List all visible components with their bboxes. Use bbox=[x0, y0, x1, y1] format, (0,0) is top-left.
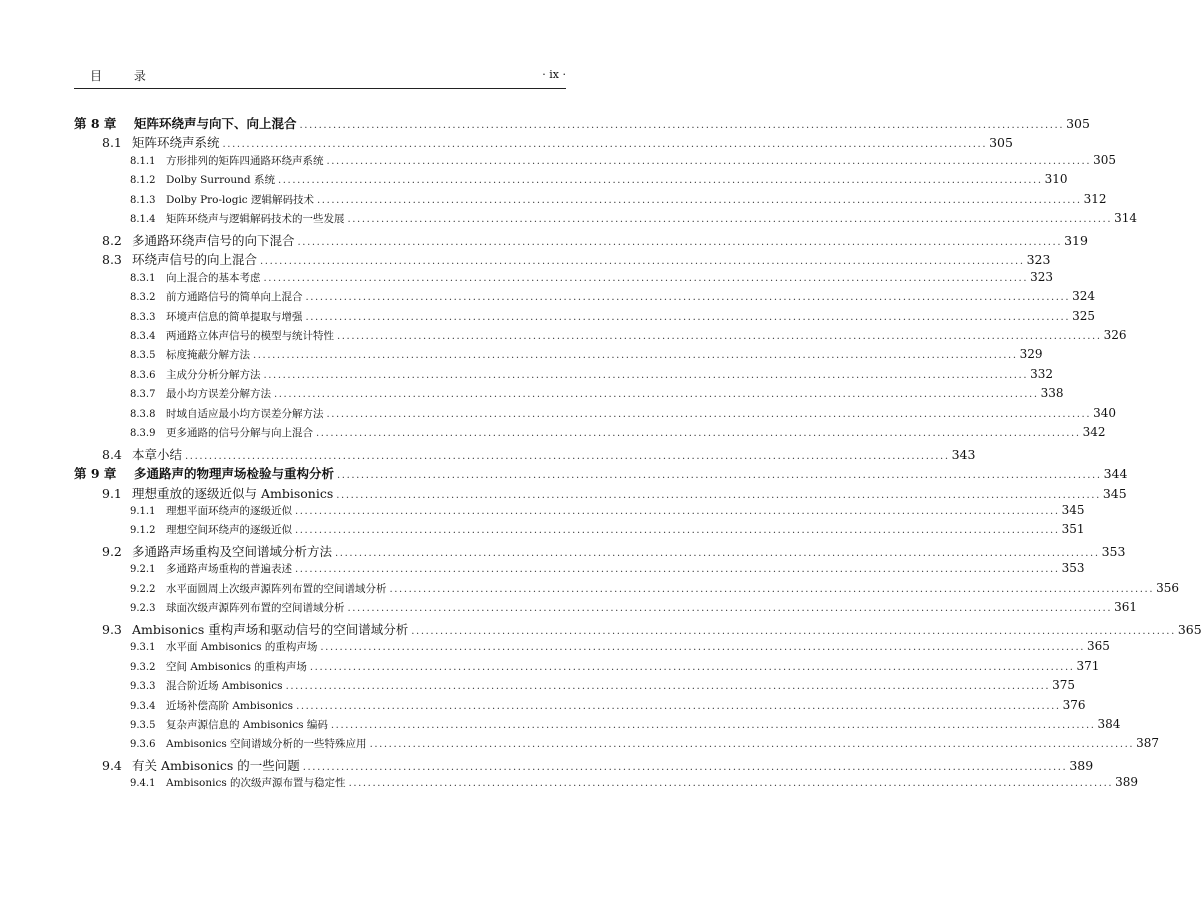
toc-entry-subsection bbox=[130, 716, 1121, 732]
toc-entry-number: 8.3.1 bbox=[130, 272, 156, 284]
toc-entry-subsection bbox=[130, 289, 1095, 304]
toc-entry-page: 389 bbox=[1115, 775, 1139, 790]
toc-entry-title: Ambisonics 的次级声源布置与稳定性 bbox=[166, 777, 346, 790]
toc-entry-title: 环境声信息的简单提取与增强 bbox=[166, 310, 303, 323]
toc-entry-title: 矩阵环绕声与向下、向上混合 bbox=[134, 116, 297, 131]
dot-leader: ................................................................................................................................................................ bbox=[295, 525, 1060, 537]
toc-entry-page: 329 bbox=[1019, 347, 1043, 362]
toc-entry-title: 理想平面环绕声的逐级近似 bbox=[166, 505, 292, 517]
toc-entry-page: 365 bbox=[1177, 621, 1202, 637]
toc-entry-number: 8.4 bbox=[102, 446, 122, 462]
toc-entry-number: 8.3.4 bbox=[130, 330, 156, 342]
dot-leader: ................................................................................................................................................................ bbox=[302, 761, 1068, 773]
dot-leader: ................................................................................................................................................................ bbox=[316, 428, 1081, 440]
dot-leader: ................................................................................................................................................................ bbox=[278, 175, 1043, 187]
toc-entry-page: 319 bbox=[1064, 232, 1088, 248]
toc-entry-page: 312 bbox=[1083, 191, 1107, 206]
toc-entry-number: 9.1.2 bbox=[130, 525, 156, 537]
toc-entry-number: 8.3.3 bbox=[130, 311, 156, 323]
dot-leader: ................................................................................................................................................................ bbox=[309, 661, 1075, 673]
header-title: 目 录 bbox=[90, 69, 160, 83]
toc-entry-number: 9.3.5 bbox=[130, 719, 156, 731]
toc-entry-number: 9.1 bbox=[102, 485, 122, 501]
toc-entry-page: 371 bbox=[1076, 658, 1100, 673]
toc-entry-title: 空间 Ambisonics 的重构声场 bbox=[166, 660, 307, 673]
dot-leader: ................................................................................................................................................................ bbox=[347, 214, 1113, 226]
toc-entry-page: 338 bbox=[1040, 386, 1064, 401]
toc-entry-page: 345 bbox=[1061, 503, 1085, 517]
dot-leader: ................................................................................................................................................................ bbox=[348, 778, 1114, 790]
toc-entry-title: 理想空间环绕声的逐级近似 bbox=[166, 524, 292, 537]
toc-entry-title: 本章小结 bbox=[132, 446, 183, 462]
toc-entry-subsection bbox=[130, 736, 1160, 751]
toc-entry-page: 324 bbox=[1072, 289, 1095, 304]
toc-entry-title: 水平面圆周上次级声源阵列布置的空间谱域分析 bbox=[166, 582, 387, 595]
dot-leader: ................................................................................................................................................................ bbox=[299, 120, 1065, 131]
toc-entry-section bbox=[102, 231, 1088, 249]
toc-entry-number: 9.1.1 bbox=[130, 506, 156, 517]
toc-entry-number: 8.1.4 bbox=[130, 214, 156, 226]
dot-leader: ................................................................................................................................................................ bbox=[260, 256, 1025, 268]
toc-entry-page: 310 bbox=[1044, 172, 1068, 187]
toc-entry-number: 8.3.7 bbox=[130, 389, 156, 401]
dot-leader: ................................................................................................................................................................ bbox=[320, 642, 1085, 654]
toc-entry-title: 环绕声信号的向上混合 bbox=[132, 252, 258, 268]
toc-entry-title: 理想重放的逐级近似与 Ambisonics bbox=[132, 485, 334, 501]
toc-entry-title: 向上混合的基本考虑 bbox=[166, 271, 261, 284]
toc-entry-page: 305 bbox=[1093, 152, 1116, 167]
toc-entry-title: Ambisonics 重构声场和驱动信号的空间谱域分析 bbox=[132, 621, 409, 637]
toc-entry-subsection bbox=[130, 347, 1043, 362]
toc-entry-page: 340 bbox=[1093, 405, 1116, 420]
toc-entry-subsection bbox=[130, 503, 1085, 518]
toc-entry-number: 9.3.1 bbox=[130, 642, 156, 654]
dot-leader: ................................................................................................................................................................ bbox=[185, 450, 950, 462]
toc-entry-title: 更多通路的信号分解与向上混合 bbox=[166, 427, 313, 440]
toc-entry-page: 314 bbox=[1114, 211, 1137, 226]
toc-entry-title: 两通路立体声信号的模型与统计特性 bbox=[166, 329, 334, 342]
toc-entry-number: 8.1.1 bbox=[130, 155, 156, 167]
toc-entry-page: 384 bbox=[1097, 716, 1121, 731]
toc-entry-title: 多通路声场重构及空间谱域分析方法 bbox=[132, 543, 333, 559]
toc-entry-subsection bbox=[130, 366, 1053, 382]
toc-entry-title: 矩阵环绕声系统 bbox=[132, 135, 220, 151]
dot-leader: ................................................................................................................................................................ bbox=[305, 292, 1071, 304]
header-rule bbox=[74, 88, 566, 89]
dot-leader: ................................................................................................................................................................ bbox=[305, 311, 1071, 323]
toc-entry-title: 时域自适应最小均方误差分解方法 bbox=[166, 407, 324, 420]
dot-leader: ................................................................................................................................................................ bbox=[330, 719, 1096, 731]
toc-entry-number: 第 8 章 bbox=[74, 116, 117, 131]
toc-entry-section bbox=[102, 445, 976, 463]
toc-entry-subsection bbox=[130, 697, 1086, 713]
toc-entry-number: 9.3.2 bbox=[130, 661, 156, 673]
toc-entry-subsection bbox=[130, 269, 1053, 285]
toc-entry-title: 多通路环绕声信号的向下混合 bbox=[132, 232, 295, 248]
toc-entry-number: 9.4 bbox=[102, 757, 122, 773]
toc-entry-subsection bbox=[130, 580, 1179, 596]
toc-entry-number: 8.3.9 bbox=[130, 428, 156, 440]
toc-entry-title: 方形排列的矩阵四通路环绕声系统 bbox=[166, 154, 324, 167]
toc-entry-title: 复杂声源信息的 Ambisonics 编码 bbox=[166, 718, 328, 731]
dot-leader: ................................................................................................................................................................ bbox=[274, 389, 1039, 401]
toc-entry-page: 353 bbox=[1101, 543, 1126, 559]
toc-entry-page: 343 bbox=[951, 446, 976, 462]
toc-entry-page: 365 bbox=[1087, 639, 1110, 654]
dot-leader: ................................................................................................................................................................ bbox=[326, 408, 1092, 420]
toc-entry-page: 332 bbox=[1030, 366, 1053, 381]
toc-entry-page: 351 bbox=[1061, 522, 1085, 537]
toc-entry-title: 近场补偿高阶 Ambisonics bbox=[166, 699, 294, 712]
toc-entry-chapter bbox=[74, 114, 1090, 132]
dot-leader: ................................................................................................................................................................ bbox=[337, 330, 1102, 342]
toc-entry-subsection bbox=[130, 600, 1137, 615]
toc-entry-number: 8.1.2 bbox=[130, 175, 156, 187]
toc-entry-section bbox=[102, 620, 1202, 638]
toc-entry-number: 8.1 bbox=[102, 135, 122, 151]
toc-entry-number: 9.3.6 bbox=[130, 739, 156, 751]
dot-leader: ................................................................................................................................................................ bbox=[263, 272, 1029, 284]
toc-entry-section bbox=[102, 250, 1051, 268]
toc-entry-page: 325 bbox=[1072, 308, 1095, 323]
toc-entry-page: 344 bbox=[1103, 466, 1128, 482]
toc-entry-number: 8.2 bbox=[102, 232, 122, 248]
toc-entry-subsection bbox=[130, 172, 1068, 187]
toc-entry-number: 9.2.1 bbox=[130, 564, 156, 576]
dot-leader: ................................................................................................................................................................ bbox=[285, 681, 1051, 693]
toc-entry-page: 326 bbox=[1103, 327, 1127, 342]
dot-leader: ................................................................................................................................................................ bbox=[297, 236, 1063, 248]
toc-entry-subsection bbox=[130, 639, 1110, 654]
toc-entry-section bbox=[102, 133, 1013, 151]
dot-leader: ................................................................................................................................................................ bbox=[253, 350, 1018, 362]
toc-entry-title: 球面次级声源阵列布置的空间谱域分析 bbox=[166, 602, 345, 615]
toc-entry-page: 353 bbox=[1061, 561, 1085, 576]
toc-entry-title: 最小均方误差分解方法 bbox=[166, 388, 271, 401]
toc-entry-subsection bbox=[130, 152, 1116, 168]
dot-leader: ................................................................................................................................................................ bbox=[336, 489, 1101, 501]
toc-entry-number: 8.3.8 bbox=[130, 408, 156, 420]
toc-entry-title: Dolby Surround 系统 bbox=[166, 174, 275, 187]
dot-leader: ................................................................................................................................................................ bbox=[335, 547, 1100, 559]
toc-entry-subsection bbox=[130, 386, 1064, 401]
toc-entry-section bbox=[102, 484, 1127, 502]
toc-entry-number: 9.3 bbox=[102, 621, 122, 637]
toc-entry-title: 前方通路信号的简单向上混合 bbox=[166, 291, 303, 304]
toc-entry-title: 混合阶近场 Ambisonics bbox=[166, 680, 283, 693]
toc-entry-subsection bbox=[130, 191, 1107, 207]
toc-entry-page: 389 bbox=[1069, 757, 1094, 773]
toc-entry-chapter bbox=[74, 464, 1128, 482]
header-page-number: · ix · bbox=[542, 68, 566, 81]
toc-entry-page: 375 bbox=[1052, 678, 1076, 693]
toc-entry-number: 9.2.3 bbox=[130, 603, 156, 615]
dot-leader: ................................................................................................................................................................ bbox=[317, 194, 1082, 206]
toc-entry-number: 8.1.3 bbox=[130, 194, 156, 206]
toc-entry-subsection bbox=[130, 561, 1085, 576]
toc-entry-title: 有关 Ambisonics 的一些问题 bbox=[132, 757, 300, 773]
toc-entry-page: 345 bbox=[1102, 485, 1127, 501]
toc-entry-number: 8.3.2 bbox=[130, 292, 156, 304]
toc-entry-title: 多通路声场重构的普遍表述 bbox=[166, 563, 292, 576]
toc-entry-subsection bbox=[130, 522, 1085, 537]
toc-entry-page: 323 bbox=[1030, 269, 1053, 284]
toc-entry-number: 8.3 bbox=[102, 252, 122, 268]
toc-entry-number: 第 9 章 bbox=[74, 466, 117, 482]
dot-leader: ................................................................................................................................................................ bbox=[411, 625, 1176, 637]
toc-entry-title: 主成分分析分解方法 bbox=[166, 368, 261, 381]
toc-entry-subsection bbox=[130, 405, 1116, 421]
toc-entry-page: 361 bbox=[1114, 600, 1137, 615]
toc-entry-number: 9.2.2 bbox=[130, 583, 156, 595]
dot-leader: ................................................................................................................................................................ bbox=[337, 470, 1102, 482]
toc-entry-page: 342 bbox=[1082, 425, 1106, 440]
toc-entry-title: Ambisonics 空间谱域分析的一些特殊应用 bbox=[166, 738, 367, 751]
toc-entry-subsection bbox=[130, 211, 1137, 226]
toc-entry-section bbox=[102, 542, 1126, 560]
running-header bbox=[74, 65, 566, 87]
dot-leader: ................................................................................................................................................................ bbox=[369, 739, 1135, 751]
toc-entry-subsection bbox=[130, 678, 1076, 693]
toc-entry-subsection bbox=[130, 327, 1127, 343]
toc-entry-page: 305 bbox=[1066, 116, 1090, 131]
toc-entry-title: Dolby Pro-logic 逻辑解码技术 bbox=[166, 193, 315, 206]
toc-entry-page: 305 bbox=[989, 135, 1013, 151]
toc-entry-number: 9.2 bbox=[102, 543, 122, 559]
toc-entry-number: 8.3.6 bbox=[130, 369, 156, 381]
dot-leader: ................................................................................................................................................................ bbox=[347, 603, 1113, 615]
dot-leader: ................................................................................................................................................................ bbox=[326, 155, 1092, 167]
toc-entry-title: 标度掩蔽分解方法 bbox=[166, 349, 250, 362]
toc-entry-page: 376 bbox=[1062, 697, 1086, 712]
dot-leader: ................................................................................................................................................................ bbox=[295, 506, 1060, 517]
dot-leader: ................................................................................................................................................................ bbox=[389, 583, 1155, 595]
toc-entry-page: 387 bbox=[1136, 736, 1160, 751]
toc-entry-number: 9.4.1 bbox=[130, 778, 156, 790]
toc-entry-subsection bbox=[130, 775, 1139, 790]
toc-entry-subsection bbox=[130, 658, 1100, 674]
toc-entry-number: 9.3.4 bbox=[130, 700, 156, 712]
toc-entry-section bbox=[102, 756, 1094, 774]
dot-leader: ................................................................................................................................................................ bbox=[295, 564, 1060, 576]
toc-entry-number: 8.3.5 bbox=[130, 350, 156, 362]
toc-entry-subsection bbox=[130, 425, 1106, 440]
toc-entry-title: 水平面 Ambisonics 的重构声场 bbox=[166, 641, 318, 654]
toc-entry-page: 356 bbox=[1156, 580, 1179, 595]
toc-entry-title: 矩阵环绕声与逻辑解码技术的一些发展 bbox=[166, 213, 345, 226]
dot-leader: ................................................................................................................................................................ bbox=[222, 139, 988, 151]
toc-entry-number: 9.3.3 bbox=[130, 681, 156, 693]
toc-entry-subsection bbox=[130, 308, 1095, 324]
toc-entry-page: 323 bbox=[1026, 252, 1051, 268]
dot-leader: ................................................................................................................................................................ bbox=[296, 700, 1061, 712]
dot-leader: ................................................................................................................................................................ bbox=[263, 369, 1029, 381]
toc-entry-title: 多通路声的物理声场检验与重构分析 bbox=[134, 466, 335, 482]
